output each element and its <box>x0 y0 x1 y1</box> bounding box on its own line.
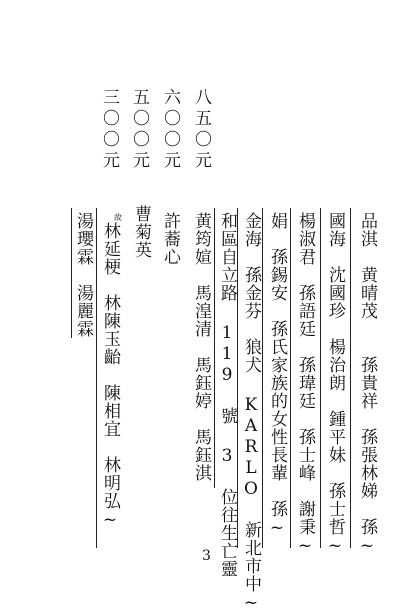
page-number: 3 <box>202 548 211 564</box>
donor-column-2: 國海 沈國珍 楊治朗 鍾平妹 孫士哲~ <box>325 212 345 557</box>
deceased-mark: 故 <box>114 213 122 222</box>
donor-column-6: 和區自立路 119 號 3 位往生亡靈 <box>217 212 237 578</box>
column-divider <box>320 208 321 548</box>
donor-column-5: 金海 孫金芬 狼犬 KARLO 新北市中~ <box>241 212 261 614</box>
column-divider <box>262 208 263 548</box>
column-divider <box>96 208 97 548</box>
column-divider <box>71 208 72 338</box>
donor-column-9: 曹菊英 <box>131 205 151 259</box>
column-divider <box>237 208 238 548</box>
column-divider <box>290 208 291 548</box>
column-divider <box>214 208 215 488</box>
donor-column-11: 湯瓔霖 湯麗霖 <box>73 212 93 338</box>
amount-500: 五〇〇元 <box>129 88 149 172</box>
donor-column-7: 黄筠媗 馬湟清 馬鈺婷 馬鈺淇 <box>191 212 211 482</box>
donor-column-10: 林延梗 林陳玉齝 陳相宜 林明弘~ <box>100 222 120 531</box>
donor-column-3: 楊淑君 孫語廷 孫瑋廷 孫士峰 謝秉~ <box>295 212 315 557</box>
amount-300: 三〇〇元 <box>99 88 119 172</box>
amount-850: 八五〇元 <box>191 88 211 172</box>
donor-column-4: 娟 孫錫安 孫氏家族的女性長輩 孫~ <box>267 212 287 539</box>
column-divider <box>350 208 351 548</box>
donor-column-1: 品淇 黄晴茂 孫貴祥 孫張林娣 孫~ <box>357 212 377 557</box>
amount-600: 六〇〇元 <box>160 88 180 172</box>
donor-column-8: 許蕎心 <box>160 212 180 266</box>
